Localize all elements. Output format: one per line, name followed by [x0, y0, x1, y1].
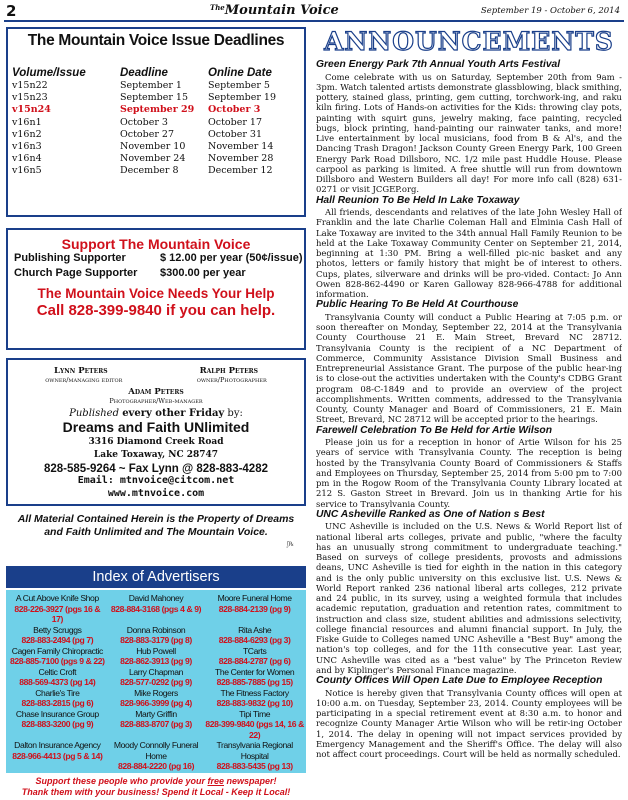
- volume-issue-cell: v16n1: [12, 116, 42, 128]
- advertiser-phone: 828-577-0292 (pg 9): [120, 677, 192, 687]
- advertiser-item: [205, 688, 304, 709]
- advertiser-support-footer: [6, 776, 306, 798]
- article-heading: Public Hearing To Be Held At Courthouse: [316, 299, 519, 311]
- web-manager: [8, 387, 304, 405]
- advertiser-name: The Center for Women: [215, 666, 295, 677]
- article-body: Transylvania County will conduct a Public Hearing at 7:05 p.m. or soon thereafter on Monday, September 22, 2014 at the Transylvania County Courthouse 21 E. Main Street, Brevard NC 28712. Transylvania County is the recipient of a NC Department of Commerce, Community Assistance Division Small Business and Entrepreneurial Assistance Grant. The purpose of the public hear-ing is to close-out the activities undertaken with the County's CDBG Grant program 08-C-1849 and to provide an overview of the project accomplishments. Written comments, addressed to the Transylvania County, County Manager and Board of Commissioners, 21 E. Main Street, Brevard, NC 28712 will be accepted prior to the hearings.: [316, 311, 622, 425]
- advertiser-phone: 828-883-9832 (pg 10): [216, 698, 293, 708]
- advertiser-phone: 828-884-2787 (pg 6): [218, 656, 291, 666]
- advertiser-phone: 828-884-2139 (pg 9): [218, 603, 291, 614]
- deadline-cell: September 29: [120, 104, 195, 116]
- online-date-cell: October 17: [208, 116, 262, 128]
- table-row: [12, 153, 302, 165]
- advertiser-item: [205, 709, 304, 741]
- advertiser-phone: 828-399-9840 (pgs 14, 16 & 22): [205, 719, 304, 740]
- deadline-cell: September 15: [120, 92, 189, 104]
- advertiser-name: TCarts: [242, 645, 267, 656]
- online-date-cell: November 14: [208, 140, 274, 152]
- church-supporter-row: [8, 267, 304, 282]
- owner-name: Lynn Peters: [54, 366, 108, 376]
- volume-issue-cell: v16n5: [12, 165, 42, 177]
- support-title: Support The Mountain Voice: [61, 236, 251, 252]
- advertiser-phone: 828-966-4413 (pg 5 & 14): [12, 750, 103, 761]
- advertiser-phone: 828-884-3168 (pgs 4 & 9): [110, 603, 202, 614]
- advertiser-phone: 828-884-2220 (pg 16): [117, 761, 195, 771]
- call-to-action: Call 828-399-9840 if you can help.: [36, 302, 276, 319]
- published-frequency: every other Friday: [122, 408, 225, 419]
- online-date-cell: September 5: [208, 80, 270, 91]
- announcements-column: [316, 59, 622, 797]
- volume-issue-cell: v15n24: [12, 104, 51, 116]
- copyright-notice: [6, 513, 306, 539]
- advertiser-phone: 828-883-8707 (pg 3): [120, 719, 192, 729]
- advertiser-phone: 828-883-2815 (pg 6): [21, 698, 94, 708]
- online-date-cell: December 12: [208, 165, 273, 177]
- email-link[interactable]: Email: mtnvoice@citcom.net: [77, 475, 235, 486]
- needs-help-text: The Mountain Voice Needs Your Help: [37, 286, 275, 301]
- advertiser-phone: 828-966-3999 (pg 4): [120, 698, 192, 708]
- advertiser-phone: 828-883-3200 (pg 9): [21, 719, 94, 729]
- deadline-cell: November 24: [120, 153, 186, 165]
- table-row: [12, 129, 302, 141]
- advertiser-item: [205, 646, 304, 667]
- table-row: [12, 80, 302, 92]
- online-date-cell: October 31: [208, 128, 262, 140]
- advertiser-item: [8, 593, 107, 625]
- deadline-cell: October 27: [120, 128, 174, 140]
- advertiser-name: Mike Rogers: [134, 687, 178, 698]
- volume-issue-cell: v15n22: [12, 80, 48, 91]
- web-manager-role: Photographer/Web-manager: [109, 397, 203, 405]
- owner-name: Ralph Peters: [199, 366, 258, 376]
- advertiser-item: [107, 593, 206, 625]
- advertiser-name: Dalton Insurance Agency: [14, 740, 101, 750]
- advertiser-item: [205, 625, 304, 646]
- copyright-line: All Material Contained Herein is the Property of Dreams: [17, 513, 295, 525]
- online-date-cell: September 19: [208, 92, 277, 104]
- advertiser-name: Rita Ashe: [238, 624, 272, 635]
- church-supporter-label: Church Page Supporter: [14, 267, 138, 279]
- deadline-cell: September 1: [120, 80, 182, 91]
- advertiser-name: Tipi Time: [239, 708, 271, 719]
- volume-issue-cell: v15n23: [12, 92, 48, 104]
- table-row-current: [12, 104, 302, 116]
- advertisers-title: Index of Advertisers: [6, 566, 306, 588]
- footer-pre: Support these people who provide your: [35, 776, 208, 786]
- advertiser-phone: 828-862-3913 (pg 9): [120, 656, 192, 666]
- advertiser-item: [107, 625, 206, 646]
- advertiser-phone: 828-884-6293 (pg 3): [218, 635, 291, 645]
- article: [316, 299, 622, 424]
- article-body: All friends, descendants and relatives of the late John Wesley Hall of Franklin and the late Charlie Coleman Hall and Elminia Cash Hall of Lake Toxaway are invited to the 34th annual Hall Family Reunion to be held at the Lake Toxaway Community Center on September 21, 2014, beginning at 1:30 PM. Bring a well-filled pic-nic basket and any photos, letters or family history that might be of interest to others. Cups, plates, silverware and drinks will be pro-vided. Contact: Jo Ann Owen 828-862-4490 or Karen Galloway 828-966-4788 for additional information.: [316, 207, 622, 299]
- advertiser-item: [8, 625, 107, 646]
- advertiser-item: [107, 709, 206, 741]
- advertiser-item: [8, 667, 107, 688]
- online-date-cell: November 28: [208, 153, 274, 165]
- advertiser-item: [107, 667, 206, 688]
- advertiser-item: [107, 646, 206, 667]
- footer-line-2: Thank them with your business! Spend it Local - Keep it Local!: [21, 787, 291, 797]
- deadlines-header-row: [12, 67, 302, 79]
- advertiser-item: [205, 593, 304, 625]
- advertiser-phone: 828-883-3179 (pg 8): [120, 635, 192, 645]
- advertiser-item: [8, 688, 107, 709]
- advertiser-name: Chase Insurance Group: [15, 708, 99, 719]
- column-header: Deadline: [120, 67, 168, 79]
- advertiser-name: Marty Griffin: [135, 708, 177, 719]
- deadline-cell: October 3: [120, 116, 168, 128]
- online-date-cell: October 3: [208, 104, 261, 116]
- article-heading: Green Energy Park 7th Annual Youth Arts Festival: [316, 59, 561, 70]
- advertiser-phone: 828-883-2494 (pg 7): [21, 635, 94, 645]
- advertiser-phone: 828-883-5435 (pg 13): [216, 761, 293, 771]
- church-supporter-price: $300.00 per year: [160, 267, 246, 279]
- article-body: Notice is hereby given that Transylvania County offices will open at 10:00 a.m. on Tuesday, September 23, 2014. County employees will be participating in a special retirement event at 8:30 a.m. to honor and recognize County Manager Artie Wilson who will be retir-ing October 1, 2014. The delay in opening will not impact services provided by Emergency Management and the Sheriff's Office. The delay will also not affect court proceedings. Court will be held as normally scheduled.: [316, 687, 622, 759]
- advertiser-item: [107, 688, 206, 709]
- advertiser-name: Hub Powell: [136, 645, 176, 656]
- masthead-the: The: [210, 3, 225, 12]
- article: [316, 195, 622, 300]
- advertiser-name: Transylvania Regional Hospital: [216, 740, 293, 761]
- publication-frequency: [8, 408, 304, 419]
- advertiser-item: [8, 740, 107, 772]
- advertiser-item: [8, 709, 107, 741]
- copyright-line: and Faith Unlimited and The Mountain Voice.: [44, 526, 268, 538]
- advertiser-name: Larry Chapman: [128, 666, 183, 677]
- column-header: Online Date: [208, 67, 272, 79]
- article-heading: County Offices Will Open Late Due to Employee Reception: [316, 675, 603, 686]
- advertiser-name: David Mahoney: [128, 593, 184, 603]
- article-body: UNC Asheville is included on the U.S. News & World Report list of national liberal arts colleges, private and public, "where the faculty has an unusually strong commitment to undergraduate teaching." Based on surveys of college presidents, provosts and admissions deans, UNC Asheville is tied for eighth in the nation in this category and is the only public university on this exclusive list. U.S. News & World Report ranked 236 national liberal arts colleges, 212 private and 24 public, in its survey, using a weighted formula that includes academic reputation, graduation and retention rates, commitment to instruction and class size, student abilities and admissions selectivity, college financial resources and alumni financial support. In July, the Fiske Guide to Colleges named UNC Asheville a "Best Buy" among the nation's top colleges, and for the 11th consecutive year. Last year, UNC Asheville was cited as a "best value" by The Princeton Review and by Kiplinger's Personal Finance magazine.: [316, 521, 622, 675]
- article: [316, 675, 622, 759]
- footer-line-1: [6, 776, 306, 787]
- volume-issue-cell: v16n3: [12, 140, 42, 152]
- published-word: Published: [69, 408, 119, 419]
- article-heading: Hall Reunion To Be Held In Lake Toxaway: [316, 194, 520, 206]
- advertiser-phone: 828-885-7100 (pgs 9 & 22): [10, 656, 105, 666]
- publishing-supporter-price: $ 12.00 per year (50¢/issue): [160, 252, 303, 264]
- staff-box: [6, 358, 306, 506]
- published-by: by:: [227, 408, 243, 419]
- deadlines-table: [12, 67, 302, 178]
- masthead: [210, 3, 339, 18]
- advertiser-name: Cagen Family Chiropractic: [11, 645, 103, 656]
- owner-role: owner/managing editor: [45, 376, 123, 384]
- phone-fax: 828-585-9264 ~ Fax Lynn @ 828-883-4282: [44, 463, 268, 475]
- issue-date: September 19 - October 6, 2014: [480, 6, 620, 16]
- owner-roles-row: [8, 376, 304, 384]
- volume-issue-cell: v16n4: [12, 153, 42, 165]
- web-manager-name: Adam Peters: [128, 387, 184, 397]
- support-box: [6, 228, 306, 350]
- publishing-supporter-row: [8, 252, 304, 267]
- article-body: Please join us for a reception in honor of Artie Wilson for his 25 years of service with Transylvania County. The reception is being hosted by the Transylvania County Board of Commissioners & Staffs and Employees on Thursday, September 25, 2014 from 5:00 pm to 7:00 pm in the Rogow Room of the Transylvania County Library located at 212 S. Gaston Street in Brevard. Join us in thanking Artie for his service to Transylvania County.: [316, 437, 622, 509]
- article-body: Come celebrate with us on Saturday, September 20th from 9am - 3pm. Watch talented artists demonstrate glassblowing, black smithing, pottery, stained glass, printing, gem cutting, torchwork-ing, and raku kiln firing. Lots of Hands-on activities for the Kids: throwing clay pots, painting with squirt guns, jewelry making, face painting, recycled bugs, block printing, hand-painting our rainwater tanks, and more! Live entertainment by local musicians, food from B & Al's, and the Dancing Trash Dragon! Jackson County Green Energy Park, 100 Green Energy Park Road Dillsboro, NC. 1/2 mile past Huddle House. Please carpool as parking is limited. A free shuttle will run from downtown Dillsboro and Western Builders all day! For more info call (828) 631-0271 or visit JCGEP.org.: [316, 71, 622, 195]
- address-line: Lake Toxaway, NC 28747: [93, 450, 219, 460]
- advertiser-name: The Fitness Factory: [220, 687, 289, 698]
- advertiser-item: [205, 740, 304, 772]
- table-row: [12, 92, 302, 104]
- deadline-cell: November 10: [120, 140, 186, 152]
- deadlines-box: [6, 27, 306, 217]
- advertiser-name: Celtic Croft: [38, 666, 77, 677]
- company-name: Dreams and Faith UNlimited: [62, 419, 250, 435]
- deadlines-title: The Mountain Voice Issue Deadlines: [27, 32, 285, 49]
- advertiser-phone: 828-885-7885 (pg 15): [216, 677, 293, 687]
- masthead-name: Mountain Voice: [224, 3, 339, 18]
- advertiser-phone: 888-569-4373 (pg 14): [19, 677, 96, 687]
- page-number: 2: [6, 2, 17, 20]
- volume-issue-cell: v16n2: [12, 128, 42, 140]
- advertisers-grid: [6, 590, 306, 773]
- advertiser-name: A Cut Above Knife Shop: [15, 593, 99, 603]
- announcements-title: ANNOUNCEMENTS: [324, 27, 614, 56]
- advertiser-name: Donna Robinson: [126, 624, 186, 635]
- owners-row: [8, 366, 304, 376]
- advertiser-phone: 828-226-3927 (pgs 16 & 17): [14, 603, 101, 624]
- advertiser-name: Charlie's Tire: [35, 687, 80, 698]
- article: [316, 425, 622, 509]
- footer-post: newspaper!: [224, 776, 277, 786]
- article: [316, 59, 622, 195]
- advertiser-item: [205, 667, 304, 688]
- advertiser-name: Moore Funeral Home: [217, 593, 292, 603]
- address-line: 3316 Diamond Creek Road: [88, 437, 224, 447]
- advertiser-item: [8, 646, 107, 667]
- footer-free: free: [207, 776, 224, 786]
- header-divider: [4, 20, 624, 22]
- article: [316, 509, 622, 675]
- advertiser-item: [107, 740, 206, 772]
- article-heading: UNC Asheville Ranked as One of Nation s Best: [316, 508, 545, 520]
- website-link[interactable]: www.mtnvoice.com: [107, 488, 205, 499]
- table-row: [12, 165, 302, 177]
- advertiser-name: Betty Scruggs: [33, 624, 82, 635]
- publishing-supporter-label: Publishing Supporter: [14, 252, 126, 264]
- article-heading: Farewell Celebration To Be Held for Artie Wilson: [316, 424, 553, 436]
- table-row: [12, 141, 302, 153]
- signature-initials: ʃ℞: [287, 541, 295, 548]
- deadline-cell: December 8: [120, 165, 179, 177]
- advertiser-name: Moody Connolly Funeral Home: [113, 740, 199, 761]
- column-header: Volume/Issue: [12, 67, 86, 79]
- table-row: [12, 117, 302, 129]
- owner-role: owner/Photographer: [196, 376, 267, 384]
